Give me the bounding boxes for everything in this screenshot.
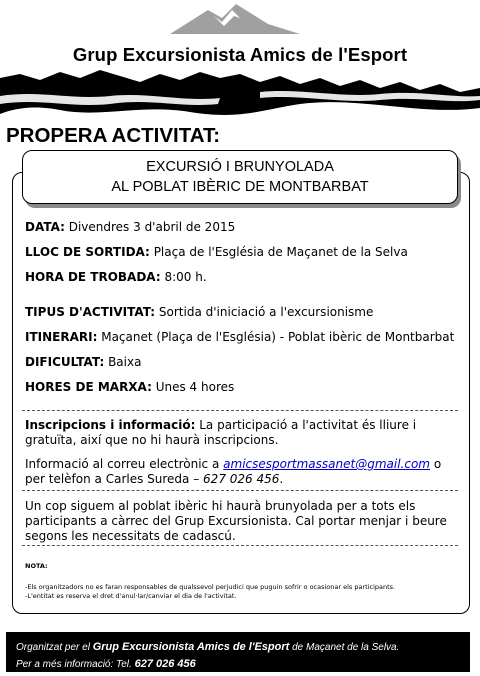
brunyolada-paragraph: Un cop siguem al poblat ibèric hi haurà brunyolada per a tots els participants a càrrec del Grup Excursionista. Cal portar menjar i beure segons les necessitats de cadascú.	[25, 499, 447, 543]
dashed-divider	[22, 490, 458, 491]
section-title: PROPERA ACTIVITAT:	[6, 124, 221, 147]
mountain-logo-icon	[170, 4, 300, 34]
footer-line2	[16, 656, 470, 673]
inscriptions-text: La participació a l'activitat és lliure i gratuïta, així que no hi haurà inscripcions.	[25, 418, 417, 447]
footer-location: de Maçanet de la Selva.	[292, 642, 400, 653]
field-meeting-time	[25, 270, 207, 284]
contact-prefix: Informació al correu electrònic a	[25, 457, 220, 471]
field-label: ITINERARI:	[25, 330, 98, 344]
field-activity-type	[25, 305, 373, 319]
field-itinerary	[25, 330, 454, 344]
field-label: DIFICULTAT:	[25, 355, 105, 369]
field-date	[25, 220, 235, 234]
field-value: Maçanet (Plaça de l'Església) - Poblat ibèric de Montbarbat	[101, 330, 455, 344]
org-name: Grup Excursionista Amics de l'Esport	[72, 44, 408, 65]
header-banner	[0, 0, 480, 130]
field-label: TIPUS D'ACTIVITAT:	[25, 305, 156, 319]
field-value: Baixa	[108, 355, 142, 369]
footer-organized-by: Organitzat per el	[16, 642, 90, 653]
field-label: HORES DE MARXA:	[25, 380, 152, 394]
field-value: Plaça de l'Església de Maçanet de la Selva	[153, 245, 408, 259]
footer-banner	[6, 632, 470, 672]
email-link[interactable]: amicsesportmassanet@gmail.com	[223, 457, 430, 471]
note-label: NOTA:	[25, 562, 48, 570]
contact-paragraph	[25, 457, 455, 487]
field-value: Divendres 3 d'abril de 2015	[68, 220, 236, 234]
footer-more-info: Per a més informació: Tel.	[16, 659, 132, 670]
contact-phone: 627 026 456	[203, 472, 280, 486]
field-value: Sortida d'iniciació a l'excursionisme	[158, 305, 374, 319]
inscriptions-label: Inscripcions i informació:	[25, 418, 196, 432]
event-title-box	[22, 150, 458, 204]
note-line: -L'entitat es reserva el dret d'anul·lar/canviar el dia de l'activitat.	[25, 592, 237, 600]
footer-org-name: Grup Excursionista Amics de l'Esport	[92, 641, 290, 653]
field-walking-hours	[25, 380, 234, 394]
note-line: -Els organitzadors no es faran responsables de qualssevol perjudici que puguin sofrir o ocasionar els participants.	[25, 583, 396, 591]
field-difficulty	[25, 355, 141, 369]
field-label: LLOC DE SORTIDA:	[25, 245, 150, 259]
field-value: 8:00 h.	[164, 270, 207, 284]
contact-suffix: .	[279, 472, 284, 486]
footer-line1	[16, 639, 470, 656]
footer-phone: 627 026 456	[134, 658, 196, 670]
event-title-line2: AL POBLAT IBÈRIC DE MONTBARBAT	[111, 179, 369, 195]
field-label: HORA DE TROBADA:	[25, 270, 161, 284]
inscriptions-paragraph	[25, 418, 455, 448]
field-label: DATA:	[25, 220, 65, 234]
field-departure-place	[25, 245, 408, 259]
field-value: Unes 4 hores	[155, 380, 235, 394]
dashed-divider	[22, 545, 458, 546]
event-title-line1: EXCURSIÓ I BRUNYOLADA	[146, 159, 334, 175]
dashed-divider	[22, 410, 458, 411]
contact-middle: o per telèfon a Carles Sureda –	[25, 457, 442, 486]
